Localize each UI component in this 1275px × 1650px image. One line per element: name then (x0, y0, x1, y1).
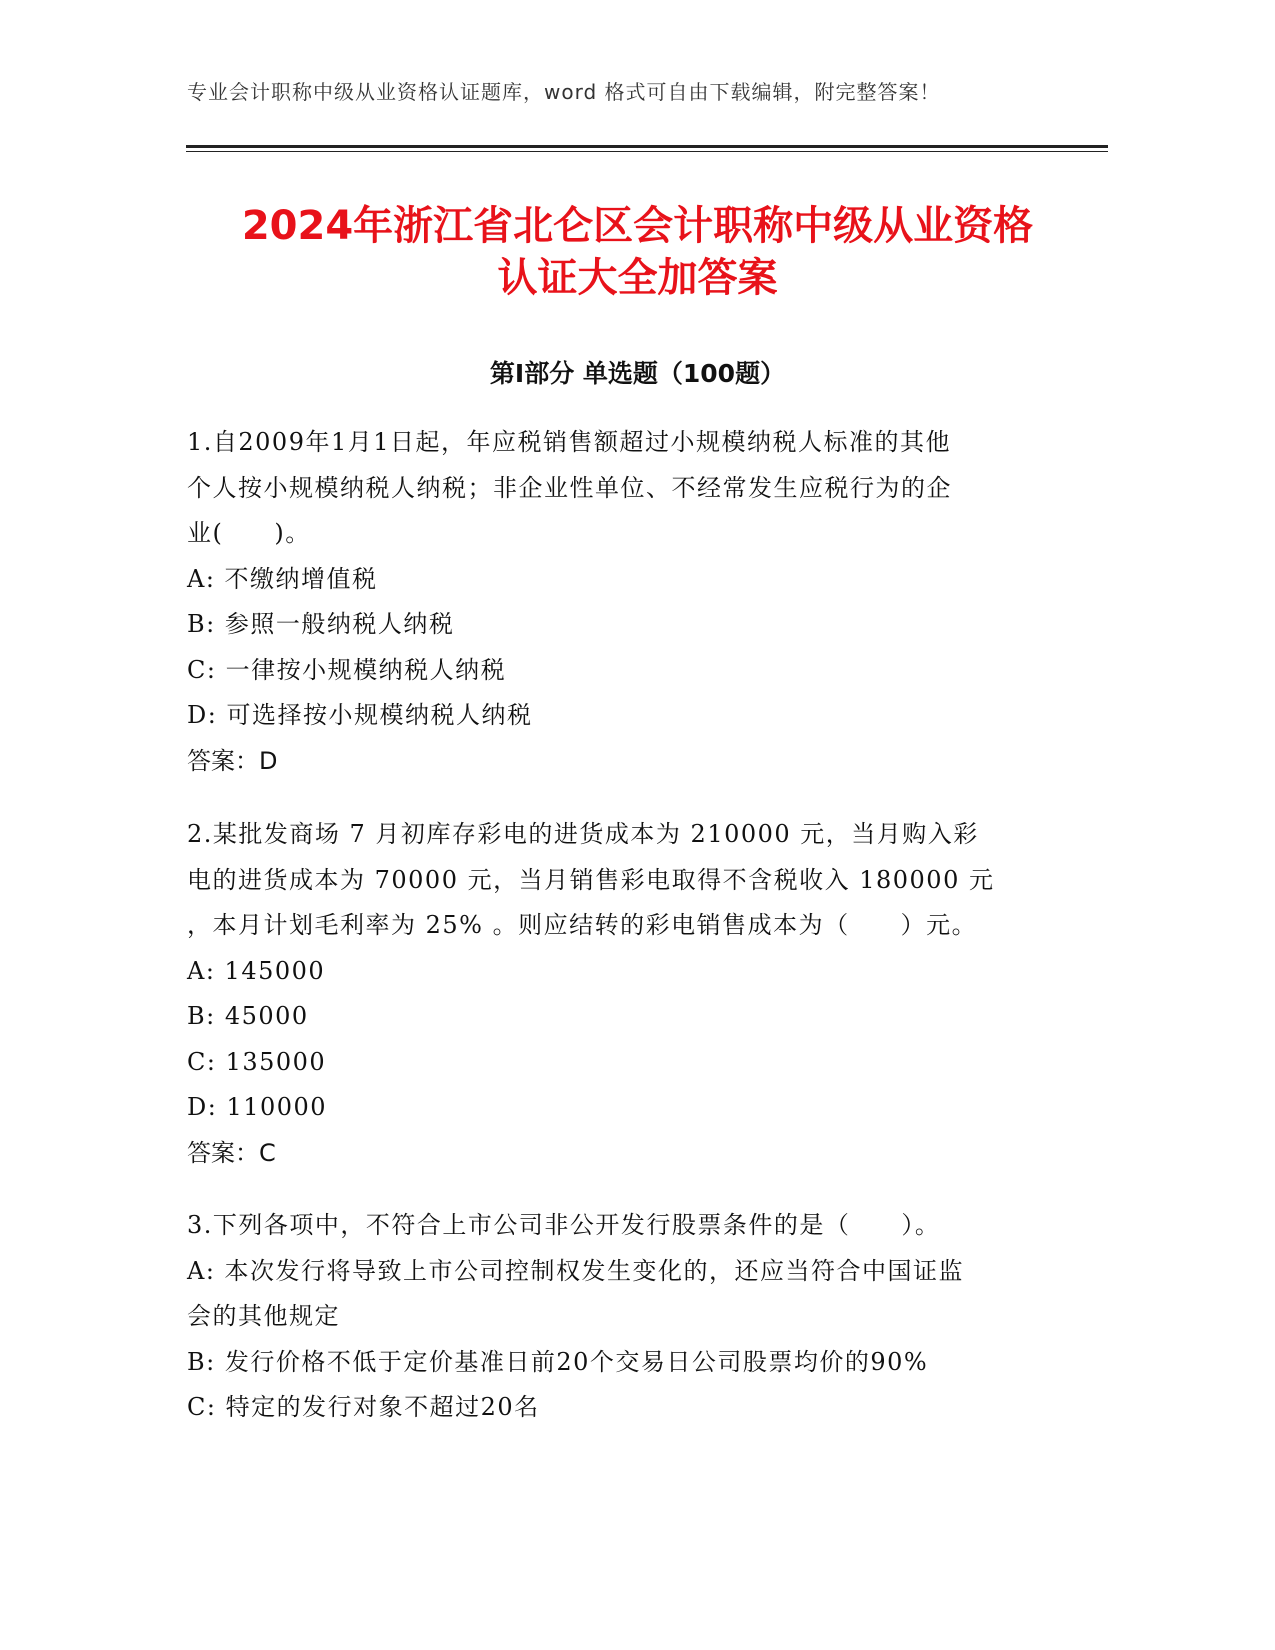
answer: 答案：D (187, 746, 278, 775)
option-c: C: 一律按小规模纳税人纳税 (187, 655, 507, 684)
option-d: D: 110000 (187, 1093, 328, 1121)
question-stem-line: 1.自2009年1月1日起，年应税销售额超过小规模纳税人标准的其他 (187, 428, 952, 456)
document-title (160, 200, 1115, 304)
header-rule-thick (186, 145, 1108, 148)
option-a-continued: 会的其他规定 (187, 1302, 340, 1330)
option-d: D: 可选择按小规模纳税人纳税 (187, 701, 533, 729)
question-3 (187, 1203, 1067, 1431)
option-a: A: 本次发行将导致上市公司控制权发生变化的，还应当符合中国证监 (187, 1256, 965, 1285)
header-note: 专业会计职称中级从业资格认证题库，word 格式可自由下载编辑，附完整答案！ (187, 80, 941, 104)
question-stem-line: 2.某批发商场 7 月初库存彩电的进货成本为 210000 元，当月购入彩 (187, 820, 979, 848)
option-a: A: 不缴纳增值税 (187, 564, 378, 593)
option-c: C: 135000 (187, 1047, 327, 1076)
option-c: C: 特定的发行对象不超过20名 (187, 1393, 540, 1421)
option-b: B: 发行价格不低于定价基准日前20个交易日公司股票均价的90% (187, 1347, 929, 1376)
option-a: A: 145000 (187, 956, 326, 985)
question-stem-line: 3.下列各项中，不符合上市公司非公开发行股票条件的是（ ）。 (187, 1211, 941, 1239)
option-b: B: 45000 (187, 1002, 309, 1030)
option-b: B: 参照一般纳税人纳税 (187, 610, 455, 638)
question-2 (187, 812, 1067, 1176)
question-stem-line: 个人按小规模纳税人纳税；非企业性单位、不经常发生应税行为的企 (187, 473, 952, 502)
title-line-2: 认证大全加答案 (497, 255, 778, 301)
question-1 (187, 420, 1067, 784)
answer: 答案：C (187, 1138, 276, 1167)
section-title: 第Ⅰ部分 单选题（100题） (489, 359, 786, 388)
title-line-1: 2024年浙江省北仑区会计职称中级从业资格 (241, 203, 1034, 249)
question-stem-line: ，本月计划毛利率为 25% 。则应结转的彩电销售成本为（ ）元。 (187, 911, 978, 939)
question-stem-line: 电的进货成本为 70000 元，当月销售彩电取得不含税收入 180000 元 (187, 865, 995, 894)
header-rule-thin (186, 151, 1108, 152)
question-stem-line: 业( )。 (187, 519, 311, 547)
